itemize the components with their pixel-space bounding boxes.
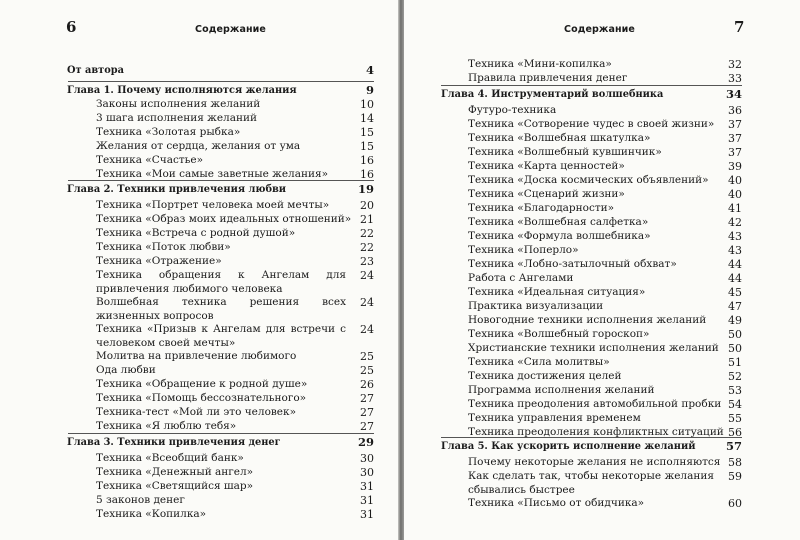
toc-entry-title: Христианские техники исполнения желаний [468, 342, 719, 354]
toc-entry-title: Техника «Счастье» [96, 154, 203, 166]
toc-entry-title: Желания от сердца, желания от ума [96, 140, 301, 152]
toc-entry-title: Техника «Волшебная салфетка» [468, 216, 649, 228]
toc-page-number: 44 [728, 272, 742, 285]
toc-entry-title: Техника «Золотая рыбка» [96, 126, 241, 138]
toc-entry-title: Техника «Благодарности» [468, 202, 615, 214]
toc-entry-title: Законы исполнения желаний [96, 98, 261, 110]
toc-page-number: 36 [728, 104, 742, 117]
toc-page-number: 24 [360, 269, 374, 282]
toc-entry-title: Глава 1. Почему исполняются желания [67, 85, 297, 96]
toc-entry-title: 3 шага исполнения желаний [96, 112, 257, 124]
page-number: 6 [66, 18, 77, 36]
running-header: Содержание [564, 24, 635, 35]
toc-page-number: 31 [360, 508, 374, 521]
toc-page-number: 40 [728, 174, 742, 187]
toc-entry-title: Техника управления временем [468, 412, 641, 424]
toc-page-number: 27 [360, 392, 374, 405]
left-page [0, 0, 398, 540]
toc-page-number: 14 [360, 112, 374, 125]
page-number: 7 [734, 18, 745, 36]
toc-page-number: 40 [728, 188, 742, 201]
toc-page-number: 55 [728, 412, 742, 425]
toc-entry-title: Почему некоторые желания не исполняются [468, 456, 721, 468]
toc-entry-title: Техника «Карта ценностей» [468, 160, 625, 172]
toc-entry-title: Техника преодоления конфликтных ситуаций [468, 426, 724, 438]
toc-entry-title: Техника «Обращение к родной душе» [96, 378, 308, 390]
toc-page-number: 58 [728, 456, 742, 469]
toc-entry-title: Техника «Волшебный кувшинчик» [468, 146, 662, 158]
toc-page-number: 26 [360, 378, 374, 391]
toc-page-number: 44 [728, 258, 742, 271]
toc-page-number: 37 [728, 118, 742, 131]
toc-page-number: 39 [728, 160, 742, 173]
toc-entry-title: Футуро-техника [468, 104, 557, 116]
section-divider [68, 433, 374, 434]
toc-entry-title: Техника «Светящийся шар» [96, 480, 254, 492]
toc-page-number: 59 [728, 470, 742, 483]
toc-page-number: 15 [360, 126, 374, 139]
section-divider [441, 85, 742, 86]
toc-entry-title: Техника достижения целей [468, 370, 622, 382]
toc-entry-title: Правила привлечения денег [468, 72, 628, 84]
toc-page-number: 27 [360, 406, 374, 419]
toc-page-number: 43 [728, 230, 742, 243]
toc-entry-title: Техника «Волшебный гороскоп» [468, 328, 650, 340]
toc-entry-title: Глава 5. Как ускорить исполнение желаний [441, 441, 696, 452]
toc-entry-title: Техника «Призыв к Ангелам для встречи с человеком своей мечты» [96, 323, 346, 349]
toc-page-number: 20 [360, 199, 374, 212]
toc-entry-title: Техника «Доска космических объявлений» [468, 174, 709, 186]
toc-page-number: 52 [728, 370, 742, 383]
toc-page-number: 50 [728, 328, 742, 341]
toc-entry-title: Техника «Денежный ангел» [96, 466, 254, 478]
toc-entry-title: Техника обращения к Ангелам для привлечения любимого человека [96, 269, 346, 295]
toc-page-number: 10 [360, 98, 374, 111]
toc-page-number: 43 [728, 244, 742, 257]
toc-page-number: 49 [728, 314, 742, 327]
toc-page-number: 25 [360, 364, 374, 377]
toc-entry-title: Техника «Письмо от обидчика» [468, 497, 645, 509]
toc-page-number: 37 [728, 132, 742, 145]
toc-list [404, 0, 800, 540]
toc-page-number: 16 [360, 168, 374, 181]
toc-entry-title: Техника «Мои самые заветные желания» [96, 168, 329, 180]
toc-entry-title: Техника «Поток любви» [96, 241, 231, 253]
toc-entry-title: Молитва на привлечение любимого [96, 350, 297, 362]
toc-page-number: 19 [357, 182, 374, 196]
toc-entry-title: Техника «Встреча с родной душой» [96, 227, 296, 239]
toc-entry-title: Техника «Портрет человека моей мечты» [96, 199, 330, 211]
toc-page-number: 45 [728, 286, 742, 299]
toc-page-number: 47 [728, 300, 742, 313]
toc-page-number: 21 [360, 213, 374, 226]
toc-entry-title: Техника «Всеобщий банк» [96, 452, 244, 464]
toc-entry-title: Глава 2. Техники привлечения любви [67, 184, 287, 195]
toc-entry-title: Техника преодоления автомобильной пробки [468, 398, 722, 410]
section-divider [68, 81, 374, 82]
toc-entry-title: Глава 3. Техники привлечения денег [67, 437, 281, 448]
toc-entry-title: Техника «Помощь бессознательного» [96, 392, 307, 404]
toc-page-number: 4 [365, 63, 374, 77]
toc-page-number: 29 [357, 435, 374, 449]
toc-entry-title: Техника «Сотворение чудес в своей жизни» [468, 118, 715, 130]
toc-page-number: 37 [728, 146, 742, 159]
toc-entry-title: 5 законов денег [96, 494, 185, 506]
toc-entry-title: Техника «Отражение» [96, 255, 222, 267]
toc-list [0, 0, 398, 540]
toc-entry-title: Волшебная техника решения всех жизненных вопросов [96, 296, 346, 322]
toc-entry-title: Техника «Образ моих идеальных отношений» [96, 213, 352, 225]
toc-entry-title: Ода любви [96, 364, 156, 376]
toc-page-number: 60 [728, 497, 742, 510]
toc-entry-title: Техника «Сценарий жизни» [468, 188, 625, 200]
toc-entry-title: Техника «Копилка» [96, 508, 207, 520]
toc-entry-title: Техника «Формула волшебника» [468, 230, 651, 242]
toc-entry-title: Техника «Мини-копилка» [468, 58, 612, 70]
toc-page-number: 50 [728, 342, 742, 355]
toc-page-number: 22 [360, 227, 374, 240]
toc-page-number: 42 [728, 216, 742, 229]
toc-entry-title: Программа исполнения желаний [468, 384, 655, 396]
toc-entry-title: Техника «Волшебная шкатулка» [468, 132, 651, 144]
toc-entry-title: Новогодние техники исполнения желаний [468, 314, 707, 326]
toc-page-number: 23 [360, 255, 374, 268]
toc-page-number: 51 [728, 356, 742, 369]
section-divider [68, 180, 374, 181]
toc-entry-title: Техника «Я люблю тебя» [96, 420, 237, 432]
toc-page-number: 56 [728, 426, 742, 439]
right-page [404, 0, 800, 540]
toc-page-number: 57 [725, 439, 742, 453]
toc-page-number: 24 [360, 296, 374, 309]
toc-page-number: 34 [725, 87, 742, 101]
toc-entry-title: От автора [67, 65, 124, 76]
toc-entry-title: Как сделать так, чтобы некоторые желания сбывались быстрее [468, 470, 714, 496]
toc-page-number: 53 [728, 384, 742, 397]
toc-page-number: 15 [360, 140, 374, 153]
toc-page-number: 16 [360, 154, 374, 167]
toc-entry-title: Работа с Ангелами [468, 272, 574, 284]
toc-page-number: 41 [728, 202, 742, 215]
toc-entry-title: Глава 4. Инструментарий волшебника [441, 89, 664, 100]
toc-page-number: 31 [360, 494, 374, 507]
running-header: Содержание [195, 24, 266, 35]
toc-page-number: 24 [360, 323, 374, 336]
toc-page-number: 9 [365, 83, 374, 97]
toc-entry-title: Техника «Идеальная ситуация» [468, 286, 646, 298]
toc-entry-title: Техника «Сила молитвы» [468, 356, 610, 368]
toc-entry-title: Техника «Поперло» [468, 244, 579, 256]
toc-page-number: 32 [728, 58, 742, 71]
toc-page-number: 27 [360, 420, 374, 433]
toc-page-number: 22 [360, 241, 374, 254]
toc-entry-title: Техника-тест «Мой ли это человек» [96, 406, 297, 418]
section-divider [441, 437, 742, 438]
toc-entry-title: Техника «Лобно-затылочный обхват» [468, 258, 677, 270]
toc-entry-title: Практика визуализации [468, 300, 604, 312]
toc-page-number: 30 [360, 466, 374, 479]
toc-page-number: 25 [360, 350, 374, 363]
toc-page-number: 31 [360, 480, 374, 493]
toc-page-number: 54 [728, 398, 742, 411]
toc-page-number: 33 [728, 72, 742, 85]
toc-page-number: 30 [360, 452, 374, 465]
